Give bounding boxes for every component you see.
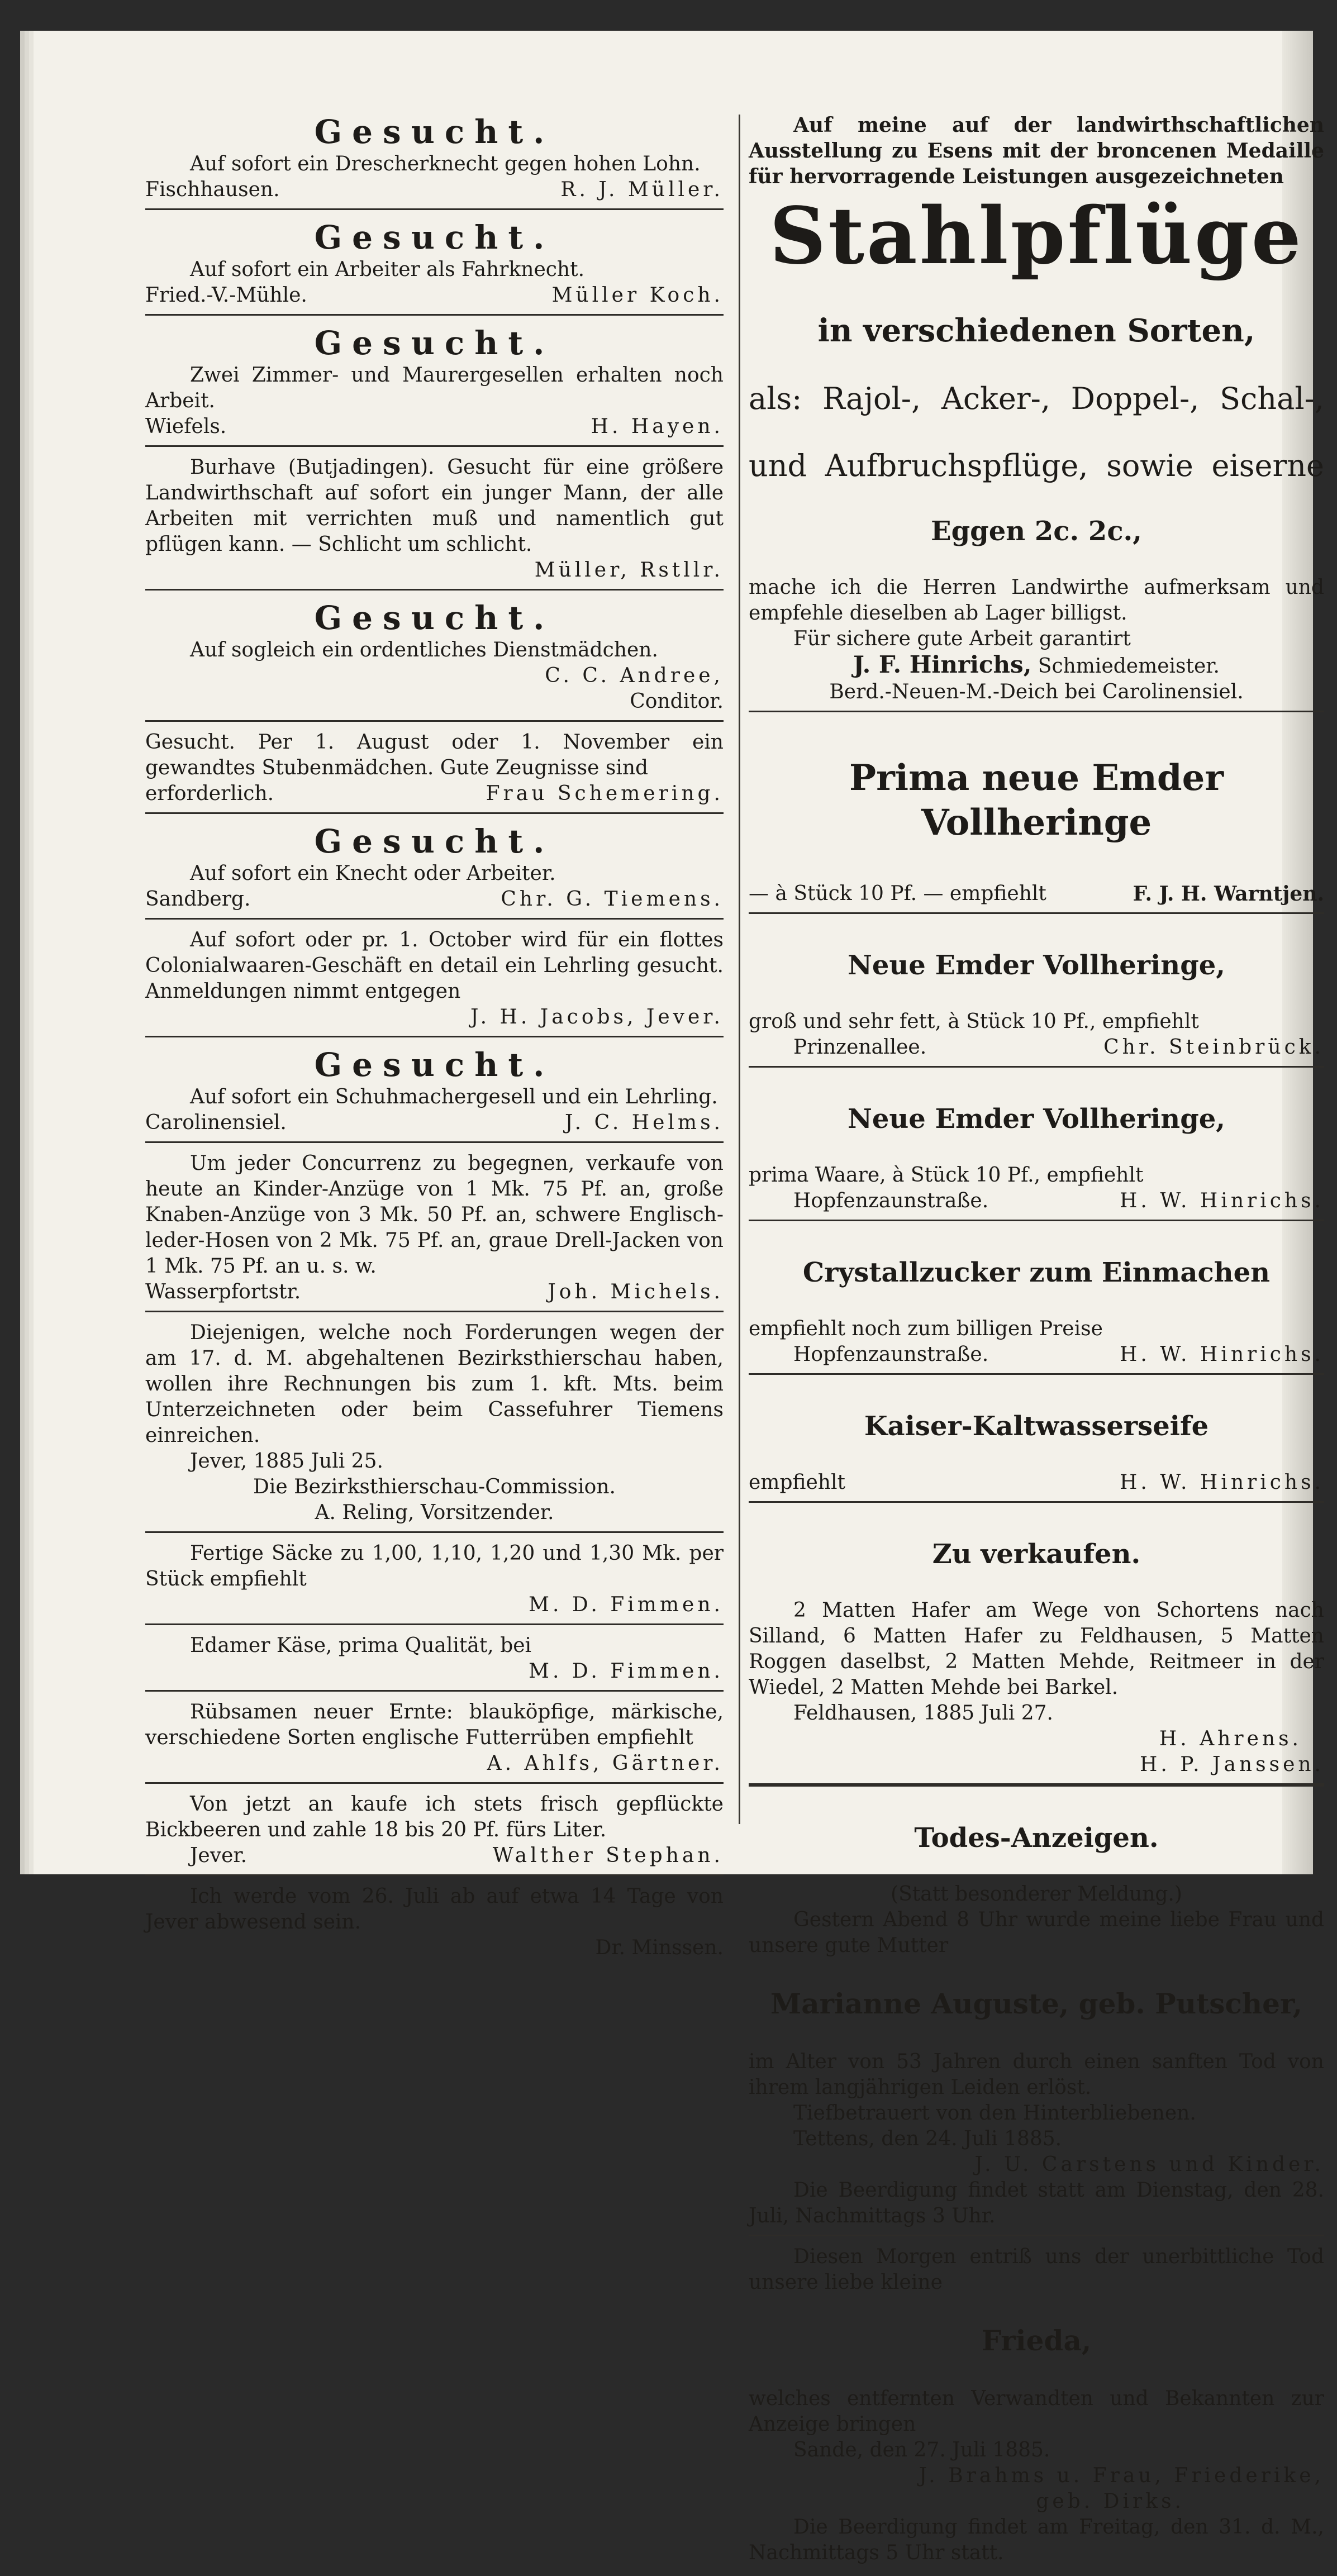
- ad-place: Prinzenallee.: [793, 1036, 927, 1059]
- ad-signature: R. J. Müller.: [560, 178, 724, 201]
- ad-text: empfiehlt: [749, 1471, 845, 1494]
- ad-funeral: Die Beerdigung findet am Freitag, den 31. d. M., Nachmittags 5 Uhr statt.: [749, 2516, 1324, 2564]
- ad-signature: H. Ahrens.: [1159, 1727, 1302, 1750]
- ad-text: — à Stück 10 Pf. — empfiehlt: [749, 882, 1046, 905]
- ad-text: Zwei Zimmer- und Maurergesellen erhalten noch Arbeit.: [145, 364, 724, 412]
- ad-signature: H. W. Hinrichs.: [1120, 1343, 1324, 1366]
- ad-stubenmaedchen: [145, 726, 724, 814]
- ad-subtitle: in verschiedenen Sorten,: [817, 312, 1255, 349]
- ad-text: Ich werde vom 26. Juli ab auf etwa 14 Tage von Jever abwesend sein.: [145, 1885, 724, 1934]
- ad-signature: F. J. H. Warntjen.: [1133, 882, 1324, 906]
- ad-heading: Gesucht.: [314, 113, 555, 151]
- ad-place: Jever.: [190, 1844, 248, 1867]
- ad-text: Um jeder Concurrenz zu begegnen, verkaufe von heute an Kinder-Anzüge von 1 Mk. 75 Pf. an, große Knaben-Anzüge von 3 Mk. 50 Pf. an, schwere Englisch-leder-Hosen von 2 Mk. 75 Pf. an, graue Drell-Jacken von 1 Mk. 75 Pf. an u. s. w.: [145, 1152, 724, 1278]
- ad-burhave: [145, 451, 724, 591]
- ad-heading: Gesucht.: [314, 1046, 555, 1084]
- column-divider: [739, 115, 740, 1824]
- ad-signature-sub: Conditor.: [630, 690, 724, 713]
- ad-text: Von jetzt an kaufe ich stets frisch gepflückte Bickbeeren und zahle 18 bis 20 Pf. fürs Liter.: [145, 1793, 724, 1841]
- ad-prima-heringe: [749, 717, 1324, 914]
- ad-edamer: [145, 1630, 724, 1692]
- ad-date: Sande, den 27. Juli 1885.: [793, 2439, 1050, 2461]
- left-column: [145, 109, 724, 1971]
- ad-heringe-hinrichs: [749, 1072, 1324, 1221]
- ad-place: Sandberg.: [145, 888, 251, 911]
- ad-gesucht-4: [145, 595, 724, 722]
- ad-todes-anzeige-2: [749, 2241, 1324, 2572]
- ad-signature: Müller Koch.: [551, 284, 724, 307]
- ad-signature: J. U. Carstens und Kinder.: [974, 2153, 1324, 2176]
- ad-guarantee: Für sichere gute Arbeit garantirt: [793, 627, 1131, 650]
- ad-saecke: [145, 1537, 724, 1625]
- ad-text: Auf sogleich ein ordentliches Dienstmädchen.: [190, 639, 658, 661]
- ad-text: Diesen Morgen entriß uns der unerbittliche Tod unsere liebe kleine: [749, 2245, 1324, 2294]
- ad-signature: H. W. Hinrichs.: [1120, 1471, 1324, 1494]
- ad-place: Wasserpfortstr.: [145, 1280, 301, 1303]
- ad-crystallzucker: [749, 1226, 1324, 1375]
- ad-bezirksthierschau: [145, 1317, 724, 1533]
- newspaper-page: [34, 31, 1324, 2564]
- ad-text: Auf sofort ein Knecht oder Arbeiter.: [190, 862, 556, 885]
- ad-text: Auf sofort oder pr. 1. October wird für ein flottes Colonialwaaren-Geschäft en detail ein Lehrling gesucht. Anmeldungen nimmt entgegen: [145, 928, 724, 1003]
- ad-text: Burhave (Butjadingen). Gesucht für eine größere Landwirthschaft auf sofort ein junger Mann, der alle Arbeiten mit verrichten muß und namentlich gut pflügen kann. — Schlicht um schlicht.: [145, 456, 724, 556]
- ad-heringe-steinbrueck: [749, 918, 1324, 1068]
- ad-deceased-name: Frieda,: [981, 2324, 1092, 2357]
- ad-text: im Alter von 53 Jahren durch einen sanften Tod von ihrem langjährigen Leiden erlöst.: [749, 2050, 1324, 2099]
- ad-kaltwasserseife: [749, 1379, 1324, 1503]
- ad-organization: Die Bezirksthierschau-Commission.: [253, 1475, 616, 1498]
- ad-gesucht-1: [145, 109, 724, 210]
- ad-signature: Joh. Michels.: [548, 1280, 724, 1303]
- ad-heading: Gesucht.: [314, 599, 555, 637]
- ad-gesucht-3: [145, 320, 724, 447]
- ad-text: prima Waare, à Stück 10 Pf., empfiehlt: [749, 1164, 1144, 1187]
- ad-todes-anzeige-1: [749, 1791, 1324, 2236]
- ad-date: Tettens, den 24. Juli 1885.: [793, 2127, 1062, 2150]
- ad-stahlpfluege: [749, 109, 1324, 712]
- ad-gesucht-6: [145, 1042, 724, 1143]
- ad-signature: Walther Stephan.: [492, 1844, 724, 1867]
- ad-text: Rübsamen neuer Ernte: blauköpfige, märkische, verschiedene Sorten englische Futterrüben empfiehlt: [145, 1701, 724, 1749]
- ad-signature: J. C. Helms.: [565, 1111, 724, 1134]
- ad-heading: Gesucht.: [314, 822, 555, 860]
- ad-types-line-1: als: Rajol-, Acker-, Doppel-, Schal-,: [749, 381, 1324, 416]
- ad-date: Jever, 1885 Juli 25.: [190, 1450, 383, 1473]
- ad-ruebsamen: [145, 1696, 724, 1784]
- ad-gesucht-5: [145, 818, 724, 920]
- ad-date: Feldhausen, 1885 Juli 27.: [793, 1702, 1053, 1725]
- ad-title: Stahlpflüge: [769, 191, 1303, 282]
- ad-signature: A. Ahlfs, Gärtner.: [487, 1752, 724, 1775]
- ad-title: Kaiser-Kaltwasserseife: [864, 1411, 1209, 1442]
- ad-place: Fried.-V.-Mühle.: [145, 284, 307, 307]
- ad-lehrling: [145, 924, 724, 1037]
- ad-signature: H. W. Hinrichs.: [1120, 1189, 1324, 1212]
- ad-heading: Gesucht.: [314, 218, 555, 256]
- ad-text: Auf sofort ein Drescherknecht gegen hohen Lohn.: [190, 153, 701, 175]
- ad-funeral: Die Beerdigung findet statt am Dienstag, den 28. Juli, Nachmittags 3 Uhr.: [749, 2179, 1324, 2227]
- ad-place: erforderlich.: [145, 782, 274, 805]
- ad-place: Wiefels.: [145, 415, 227, 438]
- ad-text: Auf sofort ein Schuhmachergesell und ein Lehrling.: [190, 1085, 718, 1108]
- ad-text: welches entfernten Verwandten und Bekannten zur Anzeige bringen: [749, 2387, 1324, 2436]
- ad-text: empfiehlt noch zum billigen Preise: [749, 1317, 1103, 1340]
- ad-types-line-3: Eggen 2c. 2c.,: [931, 516, 1142, 547]
- ad-signature: H. Hayen.: [591, 415, 724, 438]
- ad-title: Prima neue Emder Vollheringe: [849, 757, 1224, 844]
- ad-title: Crystallzucker zum Einmachen: [802, 1257, 1271, 1288]
- ad-signature: M. D. Fimmen.: [529, 1660, 724, 1683]
- ad-title: Todes-Anzeigen.: [914, 1822, 1159, 1854]
- ad-deceased-name: Marianne Auguste, geb. Putscher,: [770, 1987, 1303, 2020]
- ad-text: mache ich die Herren Landwirthe aufmerksam und empfehle dieselben ab Lager billigst.: [749, 576, 1324, 625]
- ad-subtitle: (Statt besonderer Meldung.): [891, 1883, 1182, 1906]
- ad-intro: Auf meine auf der landwirthschaftlichen Ausstellung zu Esens mit der broncenen Medaille für hervorragende Leistungen ausgezeichneten: [749, 113, 1324, 188]
- ad-bickbeeren: [145, 1788, 724, 1876]
- ad-gesucht-2: [145, 215, 724, 316]
- ad-title: Zu verkaufen.: [932, 1539, 1141, 1570]
- ad-signature: Frau Schemering.: [486, 782, 724, 805]
- ad-title: Neue Emder Vollheringe,: [847, 950, 1226, 981]
- ad-signature: A. Reling, Vorsitzender.: [315, 1501, 554, 1524]
- ad-address: Berd.-Neuen-M.-Deich bei Carolinensiel.: [829, 680, 1244, 703]
- ad-signature: M. D. Fimmen.: [529, 1593, 724, 1616]
- ad-role: Schmiedemeister.: [1038, 655, 1220, 678]
- ad-signature: Müller, Rstllr.: [534, 559, 724, 582]
- right-column: [749, 109, 1324, 2576]
- ad-signature-sub: geb. Dirks.: [1036, 2490, 1184, 2513]
- ad-text: Gestern Abend 8 Uhr wurde meine liebe Frau und unsere gute Mutter: [749, 1908, 1324, 1957]
- ad-text: 2 Matten Hafer am Wege von Schortens nach Silland, 6 Matten Hafer zu Feldhausen, 5 Matten Roggen daselbst, 2 Matten Mehde, Reitmeer in der Wiedel, 2 Matten Mehde bei Barkel.: [749, 1599, 1324, 1699]
- ad-signature: J. F. Hinrichs,: [853, 651, 1032, 678]
- ad-signature: C. C. Andree,: [545, 664, 724, 687]
- ad-abwesend: [145, 1880, 724, 1966]
- ad-mourners: Tiefbetrauert von den Hinterbliebenen.: [793, 2102, 1196, 2125]
- ad-place: Carolinensiel.: [145, 1111, 287, 1134]
- ad-text: groß und sehr fett, à Stück 10 Pf., empfiehlt: [749, 1010, 1199, 1033]
- ad-place: Hopfenzaunstraße.: [793, 1189, 989, 1212]
- ad-text: Diejenigen, welche noch Forderungen wegen der am 17. d. M. abgehaltenen Bezirksthierschau haben, wollen ihre Rechnungen bis zum 1. kft. Mts. beim Unterzeichneten oder beim Cassefuhrer Tiemens einreichen.: [145, 1321, 724, 1447]
- ad-signature: J. H. Jacobs, Jever.: [470, 1006, 724, 1029]
- ad-place: Fischhausen.: [145, 178, 280, 201]
- ad-title: Neue Emder Vollheringe,: [847, 1103, 1226, 1135]
- ad-text: Fertige Säcke zu 1,00, 1,10, 1,20 und 1,30 Mk. per Stück empfiehlt: [145, 1542, 724, 1591]
- ad-signature: H. P. Janssen.: [1139, 1753, 1324, 1776]
- ad-text: Gesucht. Per 1. August oder 1. November ein gewandtes Stubenmädchen. Gute Zeugnisse sind: [145, 731, 724, 779]
- ad-signature: Dr. Minssen.: [595, 1936, 724, 1959]
- ad-text: Auf sofort ein Arbeiter als Fahrknecht.: [190, 258, 585, 281]
- ad-zu-verkaufen: [749, 1507, 1324, 1787]
- ad-signature: Chr. G. Tiemens.: [501, 888, 724, 911]
- ad-place: Hopfenzaunstraße.: [793, 1343, 989, 1366]
- ad-kinder-anzuege: [145, 1147, 724, 1312]
- ad-signature: Chr. Steinbrück.: [1103, 1036, 1324, 1059]
- ad-signature: J. Brahms u. Frau, Friederike,: [919, 2464, 1324, 2487]
- ad-text: Edamer Käse, prima Qualität, bei: [190, 1634, 532, 1657]
- ad-types-line-2: und Aufbruchspflüge, sowie eiserne: [749, 448, 1324, 483]
- ad-heading: Gesucht.: [314, 324, 555, 362]
